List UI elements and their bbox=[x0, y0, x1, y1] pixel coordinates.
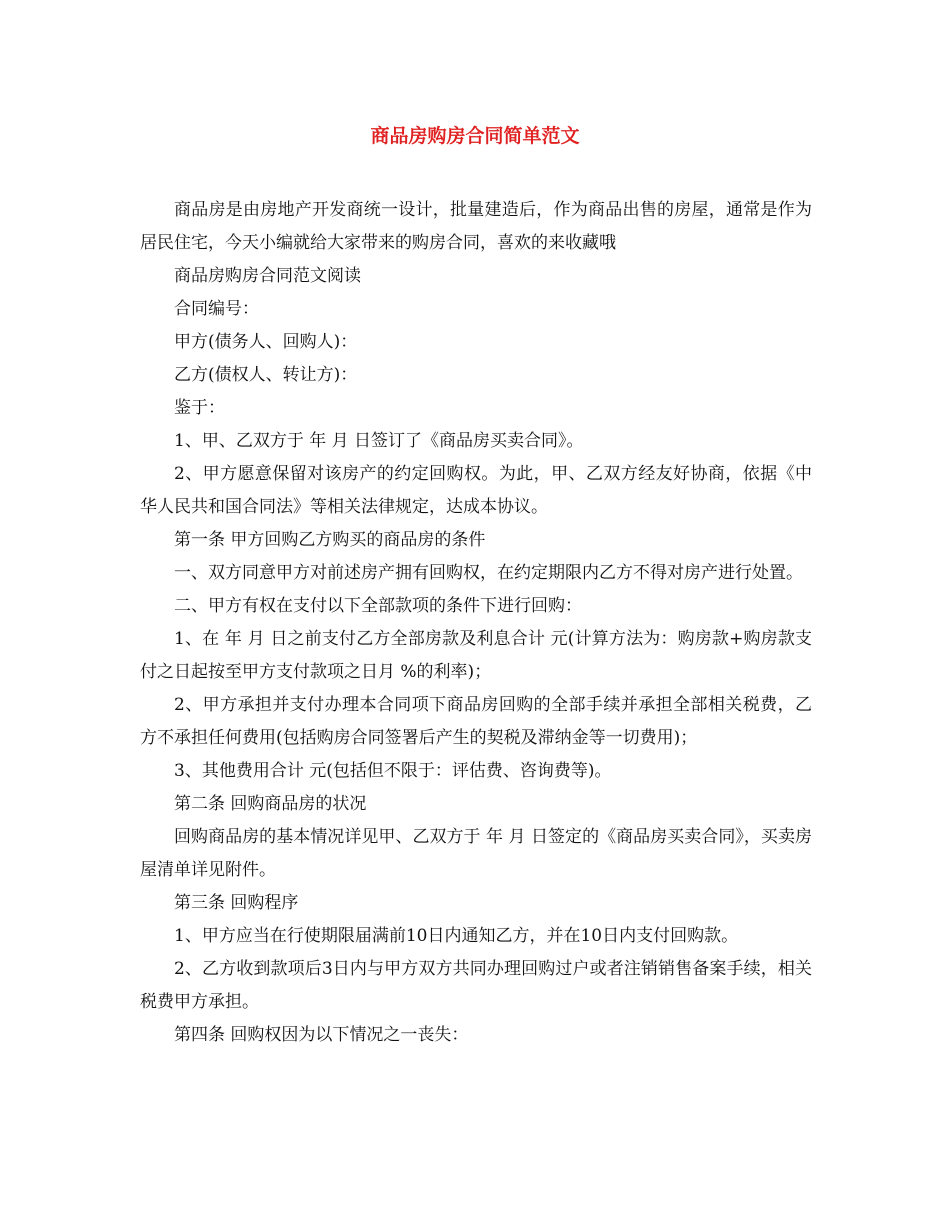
paragraph-whereas-1: 1、甲、乙双方于 年 月 日签订了《商品房买卖合同》。 bbox=[174, 431, 584, 451]
document-body bbox=[140, 194, 812, 1052]
paragraph-article-1-sub-2: 2、甲方承担并支付办理本合同项下商品房回购的全部手续并承担全部相关税费，乙方不承担任何费用(包括购房合同签署后产生的契税及滞纳金等一切费用)； bbox=[140, 695, 812, 748]
paragraph-article-1: 第一条 甲方回购乙方购买的商品房的条件 bbox=[174, 530, 486, 550]
paragraph-article-4: 第四条 回购权因为以下情况之一丧失： bbox=[174, 1025, 469, 1045]
paragraph-party-b: 乙方(债权人、转让方)： bbox=[174, 365, 358, 385]
paragraph-article-1-sub-3: 3、其他费用合计 元(包括但不限于：评估费、咨询费等)。 bbox=[174, 761, 612, 781]
paragraph-article-2: 第二条 回购商品房的状况 bbox=[174, 794, 367, 814]
paragraph-article-1-item-2: 二、甲方有权在支付以下全部款项的条件下进行回购： bbox=[174, 596, 582, 616]
paragraph-article-2-body: 回购商品房的基本情况详见甲、乙双方于 年 月 日签定的《商品房买卖合同》，买卖房屋清单详见附件。 bbox=[140, 827, 812, 880]
paragraph-article-3: 第三条 回购程序 bbox=[174, 893, 299, 913]
paragraph-contract-number: 合同编号： bbox=[174, 299, 259, 319]
paragraph-article-1-sub-1: 1、在 年 月 日之前支付乙方全部房款及利息合计 元(计算方法为：购房款+购房款支付之日起按至甲方支付款项之日月 %的利率)； bbox=[140, 629, 812, 682]
paragraph-intro: 商品房是由房地产开发商统一设计，批量建造后，作为商品出售的房屋，通常是作为居民住宅，今天小编就给大家带来的购房合同，喜欢的来收藏哦 bbox=[140, 200, 812, 253]
paragraph-heading-reading: 商品房购房合同范文阅读 bbox=[174, 266, 361, 286]
paragraph-whereas: 鉴于： bbox=[174, 398, 225, 418]
paragraph-party-a: 甲方(债务人、回购人)： bbox=[174, 332, 358, 352]
paragraph-article-3-item-1: 1、甲方应当在行使期限届满前10日内通知乙方，并在10日内支付回购款。 bbox=[174, 926, 739, 946]
paragraph-whereas-2: 2、甲方愿意保留对该房产的约定回购权。为此，甲、乙双方经友好协商，依据《中华人民共和国合同法》等相关法律规定，达成本协议。 bbox=[140, 464, 812, 517]
document-title: 商品房购房合同简单范文 bbox=[370, 125, 580, 147]
paragraph-article-3-item-2: 2、乙方收到款项后3日内与甲方双方共同办理回购过户或者注销销售备案手续，相关税费甲方承担。 bbox=[140, 959, 812, 1012]
paragraph-article-1-item-1: 一、双方同意甲方对前述房产拥有回购权，在约定期限内乙方不得对房产进行处置。 bbox=[174, 563, 803, 583]
